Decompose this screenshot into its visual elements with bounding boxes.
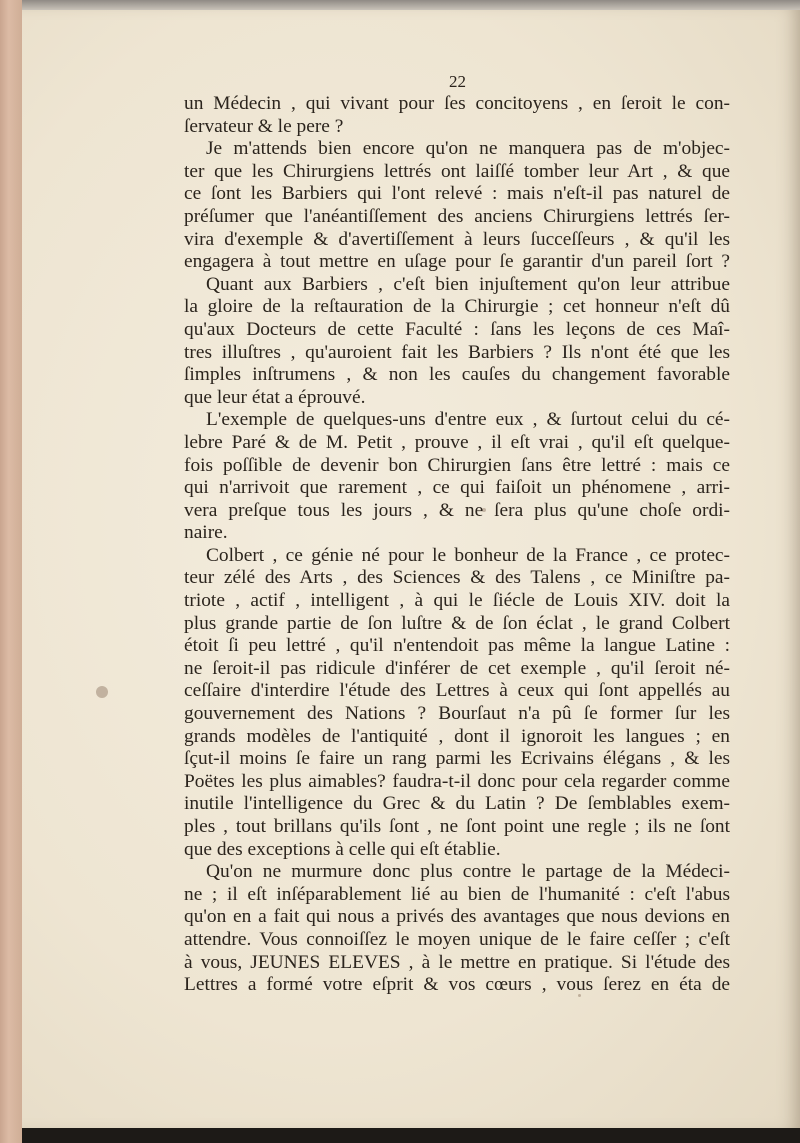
text-line: ce ſont les Barbiers qui l'ont relevé : mais n'eſt-il pas naturel de bbox=[184, 183, 730, 205]
text-line: teur zélé des Arts , des Sciences & des Talens , ce Miniſtre pa- bbox=[184, 567, 730, 589]
text-line: Qu'on ne murmure donc plus contre le partage de la Médeci- bbox=[206, 861, 730, 883]
text-line: Quant aux Barbiers , c'eſt bien injuſtement qu'on leur attribue bbox=[206, 273, 730, 295]
text-line: Poëtes les plus aimables? faudra-t-il donc pour cela regarder comme bbox=[184, 770, 730, 792]
text-line: ne ; il eſt inſéparablement lié au bien de l'humanité : c'eſt l'abus bbox=[184, 883, 730, 905]
text-line: un Médecin , qui vivant pour ſes concitoyens , en ſeroit le con- bbox=[184, 93, 730, 114]
page-bottom-edge bbox=[22, 1128, 800, 1143]
body-text bbox=[184, 93, 730, 997]
text-line: vera preſque tous les jours , & ne ſera plus qu'une choſe ordi- bbox=[184, 499, 730, 521]
text-line: Colbert , ce génie né pour le bonheur de la France , ce protec- bbox=[206, 544, 730, 566]
text-line: à vous, JEUNES ELEVES , à le mettre en pratique. Si l'étude des bbox=[184, 951, 730, 973]
text-line: ceſſaire d'interdire l'étude des Lettres à ceux qui ſont appellés au bbox=[184, 680, 730, 702]
text-line: étoit ſi peu lettré , qu'il n'entendoit pas même la langue Latine : bbox=[184, 635, 730, 657]
text-line: triote , actif , intelligent , à qui le ſiécle de Louis XIV. doit la bbox=[184, 590, 730, 612]
text-line: que des exceptions à celle qui eſt établie. bbox=[184, 838, 501, 860]
text-line: ples , tout brillans qu'ils ſont , ne ſont point une regle ; ils ne ſont bbox=[184, 816, 730, 837]
text-line: ſervateur & le pere ? bbox=[184, 115, 344, 137]
text-line: ne ſeroit-il pas ridicule d'inférer de cet exemple , qu'il ſeroit né- bbox=[184, 657, 730, 679]
text-line: qu'on en a fait qui nous a privés des avantages que nous devions en bbox=[184, 906, 730, 928]
text-line: qu'aux Docteurs de cette Faculté : ſans les leçons de ces Maî- bbox=[184, 318, 730, 340]
text-line: inutile l'intelligence du Grec & du Latin ? De ſemblables exem- bbox=[184, 793, 730, 815]
text-line: lebre Paré & de M. Petit , prouve , il eſt vrai , qu'il eſt quelque- bbox=[184, 431, 730, 453]
text-line: attendre. Vous connoiſſez le moyen unique de le faire ceſſer ; c'eſt bbox=[184, 928, 730, 950]
text-line: fois poſſible de devenir bon Chirurgien ſans être lettré : mais ce bbox=[184, 454, 730, 476]
text-line: la gloire de la reſtauration de la Chirurgie ; cet honneur n'eſt dû bbox=[184, 296, 730, 318]
text-line: naire. bbox=[184, 522, 228, 544]
page-top-edge bbox=[22, 0, 800, 10]
text-line: plus grande partie de ſon luſtre & de ſon éclat , le grand Colbert bbox=[184, 612, 730, 634]
text-line: Lettres a formé votre eſprit & vos cœurs , vous ſerez en éta de bbox=[184, 974, 730, 996]
text-line: tres illuſtres , qu'auroient fait les Barbiers ? Ils n'ont été que les bbox=[184, 341, 730, 363]
text-line: Je m'attends bien encore qu'on ne manquera pas de m'objec- bbox=[206, 138, 730, 160]
text-line: engagera à tout mettre en uſage pour ſe garantir d'un pareil ſort ? bbox=[184, 251, 730, 273]
text-line: grands modèles de l'antiquité , dont il ignoroit les langues ; en bbox=[184, 725, 730, 747]
text-line: que leur état a éprouvé. bbox=[184, 386, 366, 408]
page-number: 22 bbox=[449, 72, 466, 91]
text-line: préſumer que l'anéantiſſement des anciens Chirurgiens lettrés ſer- bbox=[184, 205, 730, 227]
text-line: ſimples inſtrumens , & non les cauſes du changement favorable bbox=[184, 364, 730, 386]
text-line: ter que les Chirurgiens lettrés ont laiſſé tomber leur Art , & que bbox=[184, 160, 730, 182]
book-spine-edge bbox=[0, 0, 23, 1143]
text-line: qui n'arrivoit que rarement , ce qui faiſoit un phénomene , arri- bbox=[184, 477, 730, 499]
text-line: vira d'exemple & d'avertiſſement à leurs ſucceſſeurs , & qu'il les bbox=[184, 228, 730, 250]
text-line: gouvernement des Nations ? Bourſaut n'a pû ſe former ſur les bbox=[184, 703, 730, 725]
text-line: L'exemple de quelques-uns d'entre eux , & ſurtout celui du cé- bbox=[206, 409, 730, 431]
text-line: ſçut-il moins ſe faire un rang parmi les Ecrivains élégans , & les bbox=[184, 748, 730, 770]
paper-stain bbox=[96, 686, 108, 698]
